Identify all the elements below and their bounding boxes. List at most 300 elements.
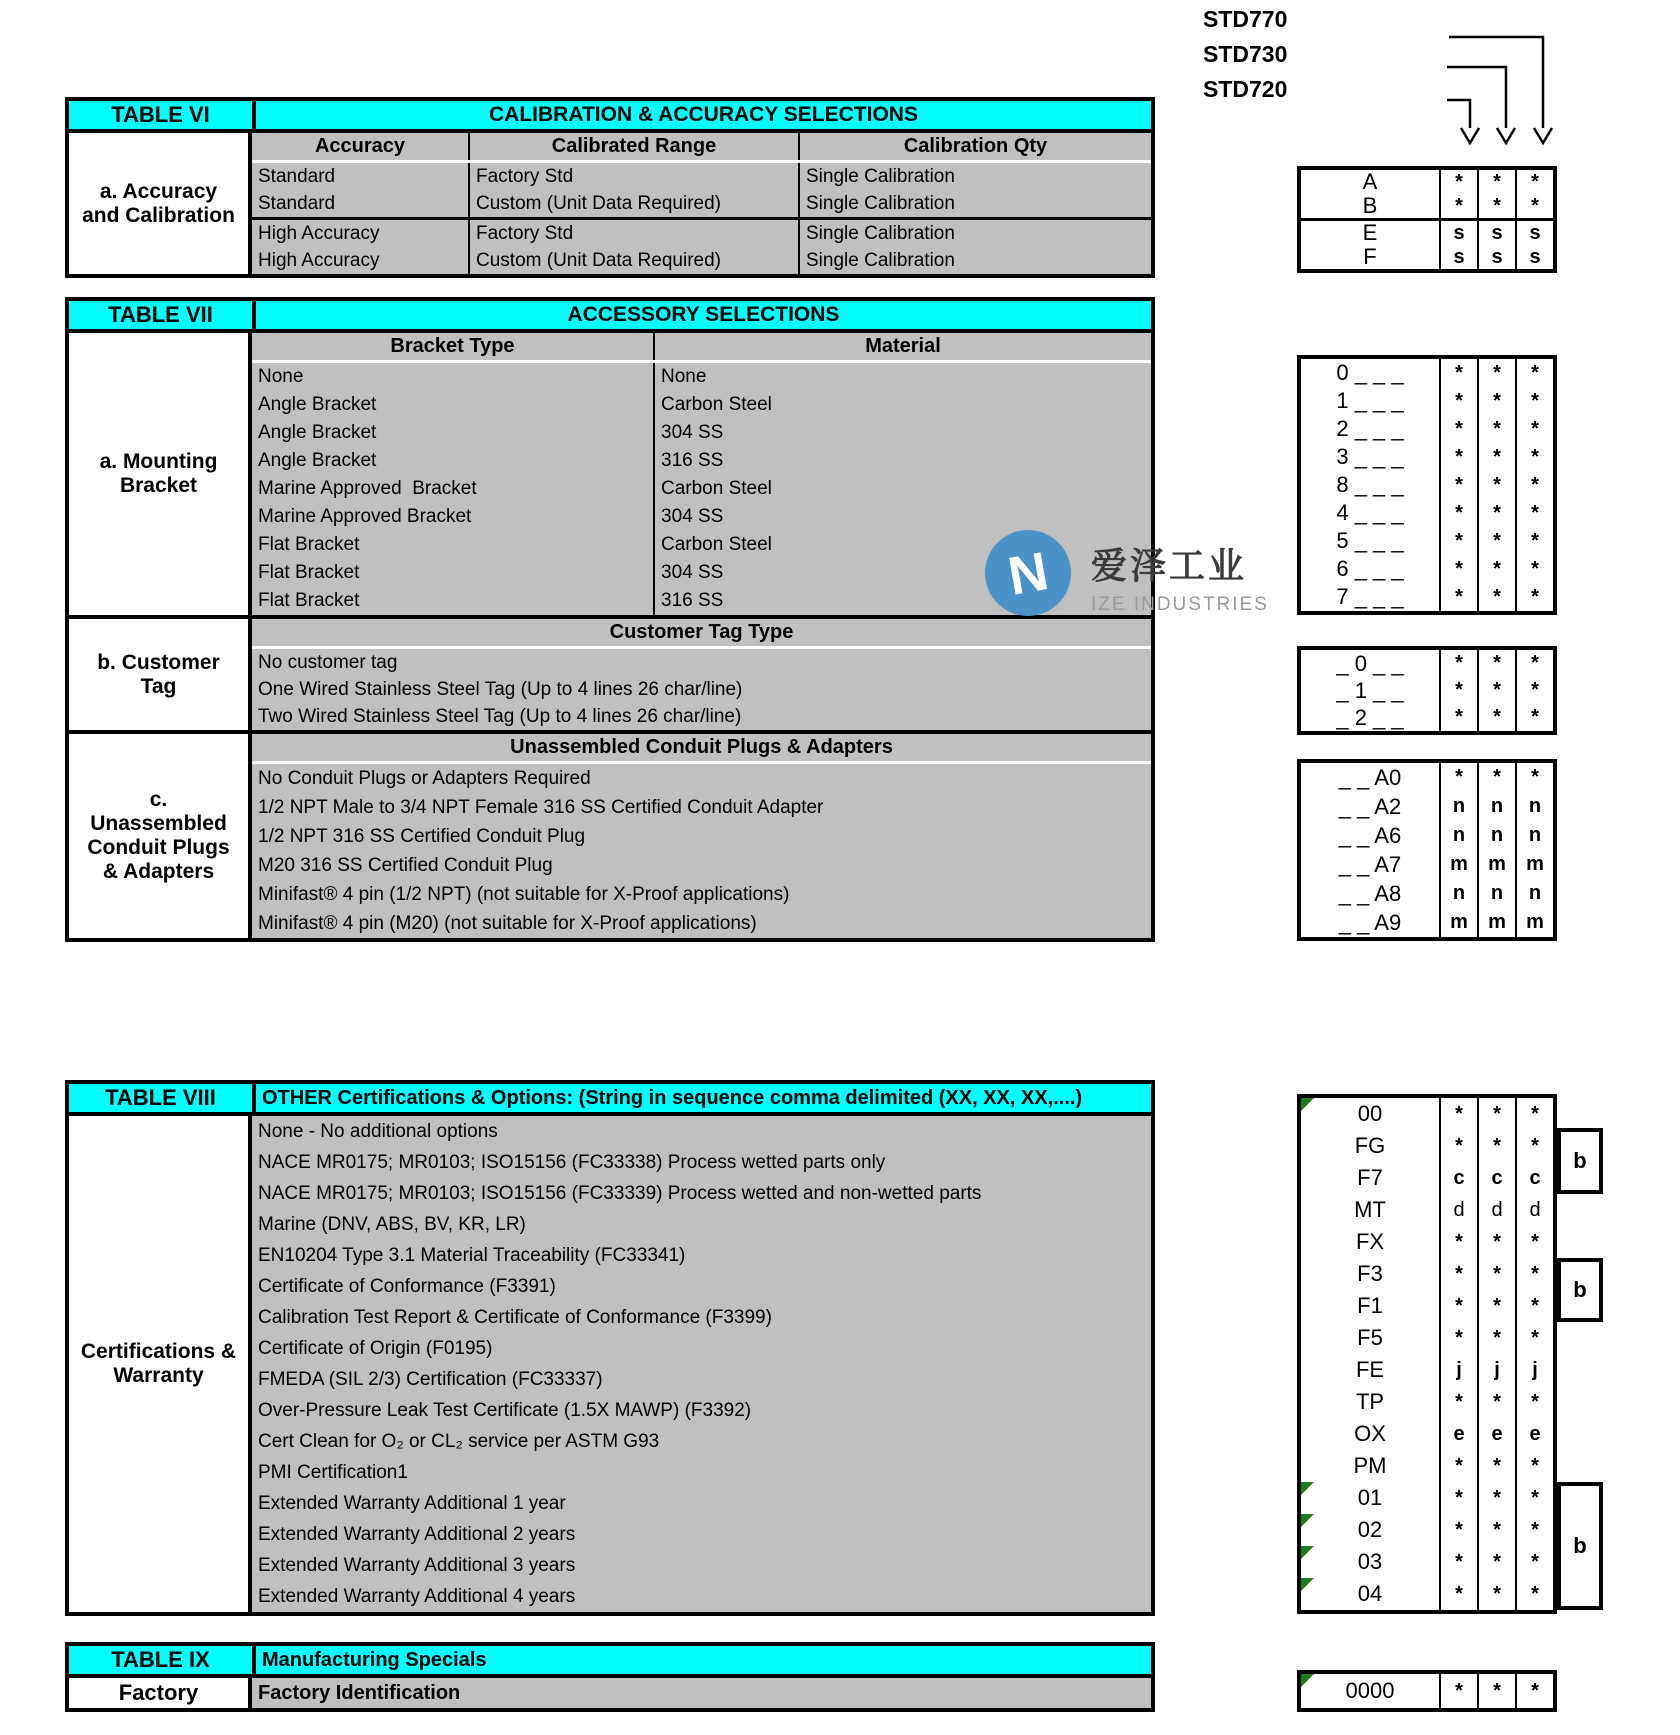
table-row <box>252 247 1151 274</box>
svg-text:N: N <box>1003 541 1053 607</box>
availability-mark: * <box>1515 650 1553 677</box>
code-group <box>1301 359 1553 611</box>
option-code: 5 _ _ _ <box>1336 528 1404 553</box>
availability-mark: * <box>1515 443 1553 471</box>
availability-mark: e <box>1439 1418 1477 1450</box>
availability-mark: * <box>1515 1226 1553 1258</box>
table-cell: Carbon Steel <box>661 394 772 415</box>
table-row <box>252 190 1151 217</box>
option-code: _ 0 _ _ <box>1336 650 1404 676</box>
availability-mark: j <box>1515 1354 1553 1386</box>
table-cell: Marine Approved Bracket <box>252 475 655 503</box>
availability-mark: * <box>1439 555 1477 583</box>
option-code: F1 <box>1357 1293 1383 1318</box>
table-cell: Single Calibration <box>806 165 955 187</box>
availability-mark: * <box>1439 359 1477 387</box>
table-cell: Marine Approved Bracket <box>252 503 655 531</box>
table-row <box>252 1426 1151 1457</box>
option-code: FX <box>1355 1229 1385 1254</box>
table-vii-title: TABLE VII <box>69 301 256 329</box>
section-label: Factory <box>69 1678 252 1708</box>
availability-mark: * <box>1477 170 1515 194</box>
availability-mark: e <box>1477 1418 1515 1450</box>
code-box-factory <box>1297 1670 1557 1712</box>
availability-mark: * <box>1477 387 1515 415</box>
code-row <box>1301 1226 1553 1258</box>
note-bracket-b2 <box>1557 1258 1603 1322</box>
code-group <box>1301 221 1553 269</box>
option-code: 4 _ _ _ <box>1336 500 1404 525</box>
availability-mark: e <box>1515 1418 1553 1450</box>
availability-mark: * <box>1477 1514 1515 1546</box>
table-row <box>252 1395 1151 1426</box>
availability-mark: n <box>1439 821 1477 850</box>
availability-mark: * <box>1439 1322 1477 1354</box>
option-code: 03 <box>1357 1549 1383 1574</box>
availability-mark: m <box>1439 908 1477 937</box>
availability-mark: * <box>1477 527 1515 555</box>
note-label: b <box>1573 1148 1587 1173</box>
table-cell: NACE MR0175; MR0103; ISO15156 (FC33339) Process wetted and non-wetted parts <box>258 1182 982 1204</box>
table-vii <box>65 297 1155 942</box>
option-code: 6 _ _ _ <box>1336 556 1404 581</box>
table-row <box>252 220 1151 247</box>
table-cell: 304 SS <box>661 422 724 443</box>
availability-mark: * <box>1515 170 1553 194</box>
table-row <box>252 391 1151 419</box>
code-row <box>1301 763 1553 792</box>
option-code: PM <box>1353 1453 1387 1478</box>
option-code: 01 <box>1357 1485 1383 1510</box>
note-bracket-b3 <box>1557 1482 1603 1610</box>
code-row <box>1301 650 1553 677</box>
table-cell: FMEDA (SIL 2/3) Certification (FC33337) <box>258 1368 603 1390</box>
option-code: F7 <box>1357 1165 1383 1190</box>
availability-mark: * <box>1477 1130 1515 1162</box>
option-code: 04 <box>1357 1581 1383 1606</box>
table-ix <box>65 1642 1155 1712</box>
table-rows <box>252 163 1151 217</box>
table-row <box>252 1302 1151 1333</box>
availability-mark: m <box>1439 850 1477 879</box>
table-row <box>252 880 1151 909</box>
option-code: F <box>1363 244 1377 269</box>
availability-mark: * <box>1515 1258 1553 1290</box>
section-label: Certifications & Warranty <box>69 1116 252 1612</box>
table-cell: 316 SS <box>661 450 724 471</box>
code-row <box>1301 1322 1553 1354</box>
availability-mark: * <box>1477 1578 1515 1610</box>
table-cell: Angle Bracket <box>252 419 655 447</box>
option-code: _ _ A2 <box>1338 793 1402 819</box>
option-code: 1 _ _ _ <box>1336 388 1404 413</box>
brand-name-cn: 爱泽工业 <box>1091 545 1248 586</box>
table-cell: Standard <box>252 163 470 190</box>
code-group <box>1301 1098 1553 1610</box>
availability-mark: * <box>1439 387 1477 415</box>
option-code: MT <box>1354 1197 1386 1222</box>
code-row <box>1301 359 1553 387</box>
option-code: 00 <box>1357 1101 1383 1126</box>
option-code: F5 <box>1357 1325 1383 1350</box>
option-code: 8 _ _ _ <box>1336 472 1404 497</box>
column-header: Bracket Type <box>252 333 655 360</box>
note-label: b <box>1573 1533 1587 1558</box>
code-row <box>1301 499 1553 527</box>
availability-mark: * <box>1477 1386 1515 1418</box>
column-header: Calibrated Range <box>470 133 800 160</box>
code-group <box>1301 170 1553 218</box>
table-row <box>252 419 1151 447</box>
availability-mark: * <box>1515 583 1553 611</box>
table-cell: 304 SS <box>661 562 724 583</box>
table-vi-caption: CALIBRATION & ACCURACY SELECTIONS <box>489 103 918 126</box>
code-row <box>1301 583 1553 611</box>
table-cell: EN10204 Type 3.1 Material Traceability (FC33341) <box>258 1244 686 1266</box>
table-cell: Minifast® 4 pin (1/2 NPT) (not suitable for X-Proof applications) <box>258 883 790 905</box>
code-row <box>1301 415 1553 443</box>
table-cell: Cert Clean for O₂ or CL₂ service per ASTM G93 <box>258 1430 660 1452</box>
code-row <box>1301 1578 1553 1610</box>
option-code: 2 _ _ _ <box>1336 416 1404 441</box>
comment-marker-icon <box>1301 1674 1314 1687</box>
availability-mark: * <box>1477 1098 1515 1130</box>
table-row <box>252 1116 1151 1147</box>
availability-mark: * <box>1439 1450 1477 1482</box>
code-row <box>1301 908 1553 937</box>
availability-mark: * <box>1439 1546 1477 1578</box>
availability-mark: * <box>1515 1674 1553 1708</box>
code-row <box>1301 194 1553 218</box>
code-row <box>1301 1386 1553 1418</box>
column-header: Unassembled Conduit Plugs & Adapters <box>252 734 1151 761</box>
code-box-customer-tag <box>1297 646 1557 735</box>
availability-mark: * <box>1515 194 1553 218</box>
availability-mark: n <box>1515 821 1553 850</box>
availability-mark: * <box>1477 1450 1515 1482</box>
table-cell: Minifast® 4 pin (M20) (not suitable for X-Proof applications) <box>258 912 757 934</box>
model-column-arrows-icon <box>1430 25 1580 153</box>
table-row <box>252 1209 1151 1240</box>
table-rows <box>252 649 1151 730</box>
table-row <box>252 447 1151 475</box>
comment-marker-icon <box>1301 1482 1314 1495</box>
code-row <box>1301 555 1553 583</box>
table-vii-caption: ACCESSORY SELECTIONS <box>567 303 840 326</box>
section-accuracy-calibration <box>69 133 1151 274</box>
availability-mark: s <box>1477 245 1515 269</box>
option-code: 02 <box>1357 1517 1383 1542</box>
availability-mark: * <box>1439 677 1477 704</box>
availability-mark: * <box>1477 583 1515 611</box>
availability-mark: m <box>1515 908 1553 937</box>
availability-mark: m <box>1477 850 1515 879</box>
table-cell: None - No additional options <box>258 1120 498 1142</box>
table-cell: Extended Warranty Additional 1 year <box>258 1492 566 1514</box>
availability-mark: s <box>1515 221 1553 245</box>
availability-mark: * <box>1477 1674 1515 1708</box>
comment-marker-icon <box>1301 1546 1314 1559</box>
code-row <box>1301 1162 1553 1194</box>
table-cell: Certificate of Origin (F0195) <box>258 1337 493 1359</box>
table-row <box>252 1333 1151 1364</box>
availability-mark: * <box>1515 1322 1553 1354</box>
section-label: b. Customer Tag <box>69 619 252 730</box>
availability-mark: * <box>1515 704 1553 731</box>
column-headers <box>252 333 1151 360</box>
model-labels <box>1203 6 1287 111</box>
table-cell: Single Calibration <box>806 192 955 214</box>
availability-mark: * <box>1477 359 1515 387</box>
section-label: a. Accuracy and Calibration <box>69 133 252 274</box>
availability-mark: * <box>1477 1290 1515 1322</box>
table-cell: NACE MR0175; MR0103; ISO15156 (FC33338) Process wetted parts only <box>258 1151 886 1173</box>
option-code: 0000 <box>1345 1678 1395 1703</box>
code-row <box>1301 245 1553 269</box>
availability-mark: * <box>1515 555 1553 583</box>
table-cell: M20 316 SS Certified Conduit Plug <box>258 854 553 876</box>
table-cell: None <box>252 363 655 391</box>
table-cell: 316 SS <box>661 590 724 611</box>
table-cell: Two Wired Stainless Steel Tag (Up to 4 lines 26 char/line) <box>258 705 742 727</box>
code-row <box>1301 677 1553 704</box>
availability-mark: n <box>1515 792 1553 821</box>
availability-mark: n <box>1439 792 1477 821</box>
column-header: Calibration Qty <box>800 133 1151 160</box>
table-rows <box>252 1678 1151 1708</box>
comment-marker-icon <box>1301 1514 1314 1527</box>
availability-mark: * <box>1515 1482 1553 1514</box>
section-customer-tag <box>69 619 1151 730</box>
table-cell: Extended Warranty Additional 3 years <box>258 1554 576 1576</box>
table-cell: Single Calibration <box>806 222 955 244</box>
availability-mark: s <box>1439 245 1477 269</box>
code-group <box>1301 1674 1553 1708</box>
table-ix-title: TABLE IX <box>69 1646 256 1674</box>
table-cell: Extended Warranty Additional 4 years <box>258 1585 576 1607</box>
option-code: F3 <box>1357 1261 1383 1286</box>
table-row <box>252 676 1151 703</box>
option-code: _ _ A7 <box>1338 851 1402 877</box>
availability-mark: * <box>1515 1578 1553 1610</box>
availability-mark: * <box>1439 1482 1477 1514</box>
table-row <box>252 793 1151 822</box>
table-cell: Single Calibration <box>806 249 955 271</box>
availability-mark: * <box>1477 1226 1515 1258</box>
availability-mark: * <box>1515 1546 1553 1578</box>
availability-mark: * <box>1515 1130 1553 1162</box>
section-certifications-warranty <box>69 1116 1151 1612</box>
availability-mark: * <box>1515 359 1553 387</box>
table-rows <box>252 220 1151 274</box>
table-row <box>252 1178 1151 1209</box>
availability-mark: * <box>1477 194 1515 218</box>
availability-mark: * <box>1439 1386 1477 1418</box>
code-row <box>1301 879 1553 908</box>
table-cell: Carbon Steel <box>661 478 772 499</box>
code-row <box>1301 1482 1553 1514</box>
table-row <box>252 503 1151 531</box>
code-row <box>1301 1674 1553 1708</box>
table-row <box>252 1519 1151 1550</box>
option-code: A <box>1362 169 1378 194</box>
table-row <box>252 851 1151 880</box>
code-row <box>1301 221 1553 245</box>
table-cell: Carbon Steel <box>661 534 772 555</box>
note-bracket-b1 <box>1557 1128 1603 1194</box>
table-cell: No Conduit Plugs or Adapters Required <box>258 767 591 789</box>
table-cell: No customer tag <box>258 651 398 673</box>
availability-mark: m <box>1477 908 1515 937</box>
availability-mark: * <box>1515 471 1553 499</box>
comment-marker-icon <box>1301 1098 1314 1111</box>
code-row <box>1301 704 1553 731</box>
availability-mark: d <box>1477 1194 1515 1226</box>
code-row <box>1301 1354 1553 1386</box>
availability-mark: * <box>1439 704 1477 731</box>
code-row <box>1301 387 1553 415</box>
watermark-logo <box>983 528 1269 618</box>
availability-mark: * <box>1515 499 1553 527</box>
table-ix-header <box>69 1646 1151 1678</box>
table-row <box>252 1457 1151 1488</box>
code-row <box>1301 1418 1553 1450</box>
availability-mark: * <box>1439 415 1477 443</box>
brand-name-en: IZE INDUSTRIES <box>1091 594 1269 615</box>
availability-mark: * <box>1439 1130 1477 1162</box>
table-cell: 1/2 NPT 316 SS Certified Conduit Plug <box>258 825 586 847</box>
table-cell: Standard <box>252 190 470 217</box>
code-row <box>1301 1290 1553 1322</box>
table-viii-title: TABLE VIII <box>69 1084 256 1112</box>
table-row <box>252 1550 1151 1581</box>
table-row <box>252 1240 1151 1271</box>
table-cell: Extended Warranty Additional 2 years <box>258 1523 576 1545</box>
table-cell: One Wired Stainless Steel Tag (Up to 4 lines 26 char/line) <box>258 678 743 700</box>
availability-mark: * <box>1439 499 1477 527</box>
table-row <box>252 909 1151 938</box>
column-header: Customer Tag Type <box>252 619 1151 646</box>
code-box-table-vi <box>1297 166 1557 273</box>
availability-mark: s <box>1515 245 1553 269</box>
option-code: TP <box>1355 1389 1385 1414</box>
column-header: Accuracy <box>252 133 470 160</box>
table-cell: 1/2 NPT Male to 3/4 NPT Female 316 SS Certified Conduit Adapter <box>258 796 824 818</box>
availability-mark: * <box>1439 650 1477 677</box>
availability-mark: m <box>1515 850 1553 879</box>
code-row <box>1301 792 1553 821</box>
table-cell: Custom (Unit Data Required) <box>470 190 800 217</box>
availability-mark: * <box>1439 194 1477 218</box>
availability-mark: * <box>1477 704 1515 731</box>
code-row <box>1301 1098 1553 1130</box>
code-row <box>1301 443 1553 471</box>
table-cell: None <box>661 366 707 387</box>
table-row <box>252 1581 1151 1612</box>
availability-mark: * <box>1477 677 1515 704</box>
table-cell: PMI Certification1 <box>258 1461 408 1483</box>
code-row <box>1301 850 1553 879</box>
availability-mark: * <box>1439 1226 1477 1258</box>
option-code: B <box>1362 193 1378 218</box>
option-code: _ _ A0 <box>1338 764 1402 790</box>
availability-mark: * <box>1515 1290 1553 1322</box>
section-label: c. Unassembled Conduit Plugs & Adapters <box>69 734 252 938</box>
availability-mark: s <box>1477 221 1515 245</box>
availability-mark: * <box>1515 1450 1553 1482</box>
logo-icon <box>983 528 1073 618</box>
table-vi-title: TABLE VI <box>69 101 256 129</box>
code-row <box>1301 1194 1553 1226</box>
availability-mark: * <box>1515 527 1553 555</box>
table-viii-caption: OTHER Certifications & Options: (String in sequence comma delimited (XX, XX, XX,....) <box>262 1086 1083 1109</box>
option-code: FE <box>1355 1357 1385 1382</box>
code-row <box>1301 527 1553 555</box>
table-row <box>252 475 1151 503</box>
availability-mark: * <box>1515 415 1553 443</box>
availability-mark: n <box>1477 792 1515 821</box>
availability-mark: s <box>1439 221 1477 245</box>
availability-mark: * <box>1477 471 1515 499</box>
option-code: E <box>1362 220 1378 245</box>
code-row <box>1301 1450 1553 1482</box>
table-row <box>252 1678 1151 1708</box>
availability-mark: * <box>1477 1258 1515 1290</box>
table-rows <box>252 1116 1151 1612</box>
availability-mark: * <box>1439 1674 1477 1708</box>
table-cell: Marine (DNV, ABS, BV, KR, LR) <box>258 1213 526 1235</box>
availability-mark: * <box>1439 527 1477 555</box>
section-label: a. Mounting Bracket <box>69 333 252 615</box>
table-vii-header <box>69 301 1151 333</box>
table-cell: High Accuracy <box>252 220 470 247</box>
table-row <box>252 649 1151 676</box>
table-row <box>252 703 1151 730</box>
availability-mark: * <box>1439 1258 1477 1290</box>
code-row <box>1301 1546 1553 1578</box>
table-row <box>252 363 1151 391</box>
table-viii <box>65 1080 1155 1616</box>
code-row <box>1301 1258 1553 1290</box>
model-label-std720: STD720 <box>1203 76 1288 102</box>
availability-mark: * <box>1477 1546 1515 1578</box>
availability-mark: * <box>1439 583 1477 611</box>
availability-mark: d <box>1515 1194 1553 1226</box>
availability-mark: * <box>1439 443 1477 471</box>
table-cell: High Accuracy <box>252 247 470 274</box>
availability-mark: * <box>1477 443 1515 471</box>
code-group <box>1301 763 1553 937</box>
availability-mark: * <box>1515 387 1553 415</box>
table-cell: Certificate of Conformance (F3391) <box>258 1275 556 1297</box>
column-headers <box>252 133 1151 160</box>
code-group <box>1301 650 1553 731</box>
availability-mark: * <box>1439 471 1477 499</box>
table-cell: Angle Bracket <box>252 447 655 475</box>
code-row <box>1301 1514 1553 1546</box>
availability-mark: c <box>1477 1162 1515 1194</box>
code-box-certifications <box>1297 1094 1557 1614</box>
note-label: b <box>1573 1277 1587 1302</box>
table-row <box>252 1147 1151 1178</box>
code-row <box>1301 471 1553 499</box>
code-box-conduit-plugs <box>1297 759 1557 941</box>
code-box-mounting-bracket <box>1297 355 1557 615</box>
table-row <box>252 1364 1151 1395</box>
table-viii-header <box>69 1084 1151 1116</box>
availability-mark: * <box>1439 1578 1477 1610</box>
availability-mark: * <box>1477 763 1515 792</box>
